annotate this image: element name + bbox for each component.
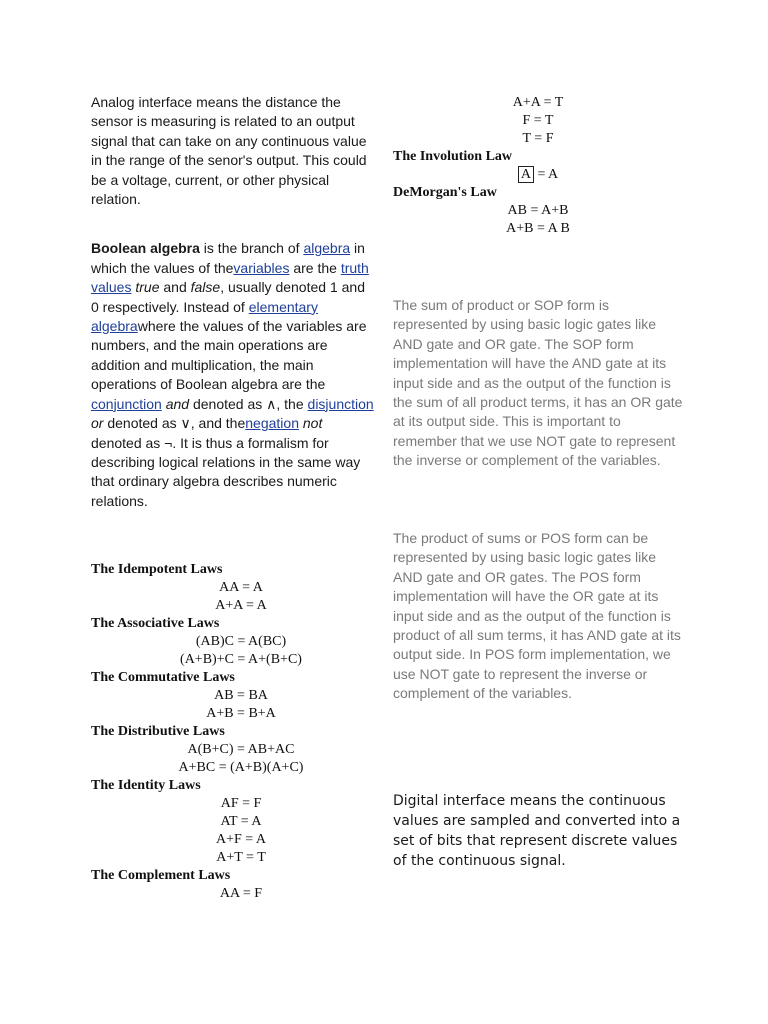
false-word: false (190, 279, 221, 296)
law-block (91, 867, 391, 903)
law-heading: The Distributive Laws (91, 724, 225, 739)
text-span: denoted as ∨, and the (103, 415, 246, 432)
text-span: , usually denoted 1 and 0 respectively. Instead of (91, 279, 365, 315)
digital-paragraph: Digital interface means the continuous values are sampled and converted into a set of bits that represent discrete values of the continuous signal. (393, 793, 681, 869)
law-equation: A+T = T (216, 850, 266, 865)
text-span: where the values of the variables are numbers, and the main operations are addition and multiplication, the main operations of Boolean algebra are the (91, 318, 367, 393)
law-equation: (A+B)+C = A+(B+C) (180, 652, 302, 667)
text-span: and (159, 279, 191, 296)
law-equation: A+A = A (215, 598, 267, 613)
or-word: or (91, 415, 104, 432)
law-heading-involution: The Involution Law (393, 149, 513, 164)
link-algebra[interactable]: algebra (303, 240, 351, 257)
law-heading: The Complement Laws (91, 868, 231, 883)
boolean-term: Boolean algebra (91, 240, 200, 257)
text-span: is the branch of (199, 240, 304, 257)
law-equation: AB = BA (214, 688, 268, 703)
analog-paragraph: Analog interface means the distance the sensor is measuring is related to an output signal that can take on any continuous value in the range of the senor's output. This could be a voltage, current, or other physical relation. (91, 94, 367, 208)
law-equation: A(B+C) = AB+AC (187, 742, 295, 757)
law-equation: A+B = A B (506, 221, 570, 236)
laws-list-right (393, 94, 683, 238)
text-span: in which the values of the (91, 240, 365, 276)
law-equation: AA = A (219, 580, 263, 595)
law-block (91, 615, 391, 669)
boolean-paragraph (91, 239, 376, 511)
law-block (91, 777, 391, 867)
law-equation: (AB)C = A(BC) (195, 634, 287, 649)
law-equation: AT = A (220, 814, 262, 829)
law-equation: AA = F (219, 886, 263, 901)
law-equation: F = T (522, 113, 554, 128)
text-span: denoted as ∧, the (189, 395, 308, 412)
involution-rest: = A (533, 167, 559, 182)
link-negation[interactable]: negation (245, 415, 299, 432)
law-heading: The Associative Laws (91, 616, 220, 631)
law-equation: T = F (522, 131, 554, 146)
law-equation: AF = F (220, 796, 262, 811)
law-block (91, 723, 391, 777)
pos-paragraph: The product of sums or POS form can be represented by using basic logic gates like AND gate and OR gates. The POS form implementation will have the OR gate at its input side and as the output of the function is product of all sum terms, it has AND gate at its output side. In POS form implementation, we use NOT gate to represent the inverse or complement of the variables. (393, 530, 681, 702)
boxed-variable: A (518, 166, 534, 183)
law-heading: The Identity Laws (91, 778, 201, 793)
involution-equation (393, 166, 683, 184)
law-equation: A+A = T (512, 95, 564, 110)
not-word: not (302, 415, 323, 432)
and-word: and (165, 395, 190, 412)
link-variables[interactable]: variables (233, 259, 290, 276)
text-span: are the (289, 259, 341, 276)
law-equation: AB = A+B (507, 203, 569, 218)
sop-paragraph: The sum of product or SOP form is represented by using basic logic gates like AND gate and OR gate. The SOP form implementation will have the AND gate at its input side and as the output of the function is the sum of all product terms, it has an OR gate at its output side. This is important to remember that we use NOT gate to represent the inverse or complement of the variables. (393, 297, 683, 469)
text-span: denoted as ¬. It is thus a formalism for describing logical relations in the same way that ordinary algebra describes numeric relations. (91, 434, 361, 509)
left-column (91, 93, 376, 511)
law-heading: The Idempotent Laws (91, 562, 223, 577)
law-block (91, 669, 391, 723)
law-block (91, 561, 391, 615)
law-equation: A+BC = (A+B)(A+C) (178, 760, 304, 775)
link-truth-values[interactable]: truth values (91, 259, 369, 296)
law-heading: The Commutative Laws (91, 670, 235, 685)
true-word: true (135, 279, 160, 296)
link-elementary-algebra[interactable]: elementary algebra (91, 298, 318, 335)
laws-list-left (91, 561, 391, 903)
law-equation: A+B = B+A (206, 706, 276, 721)
link-conjunction[interactable]: conjunction (91, 395, 162, 412)
link-disjunction[interactable]: disjunction (307, 395, 374, 412)
law-equation: A+F = A (215, 832, 267, 847)
law-heading-demorgan: DeMorgan's Law (393, 185, 497, 200)
